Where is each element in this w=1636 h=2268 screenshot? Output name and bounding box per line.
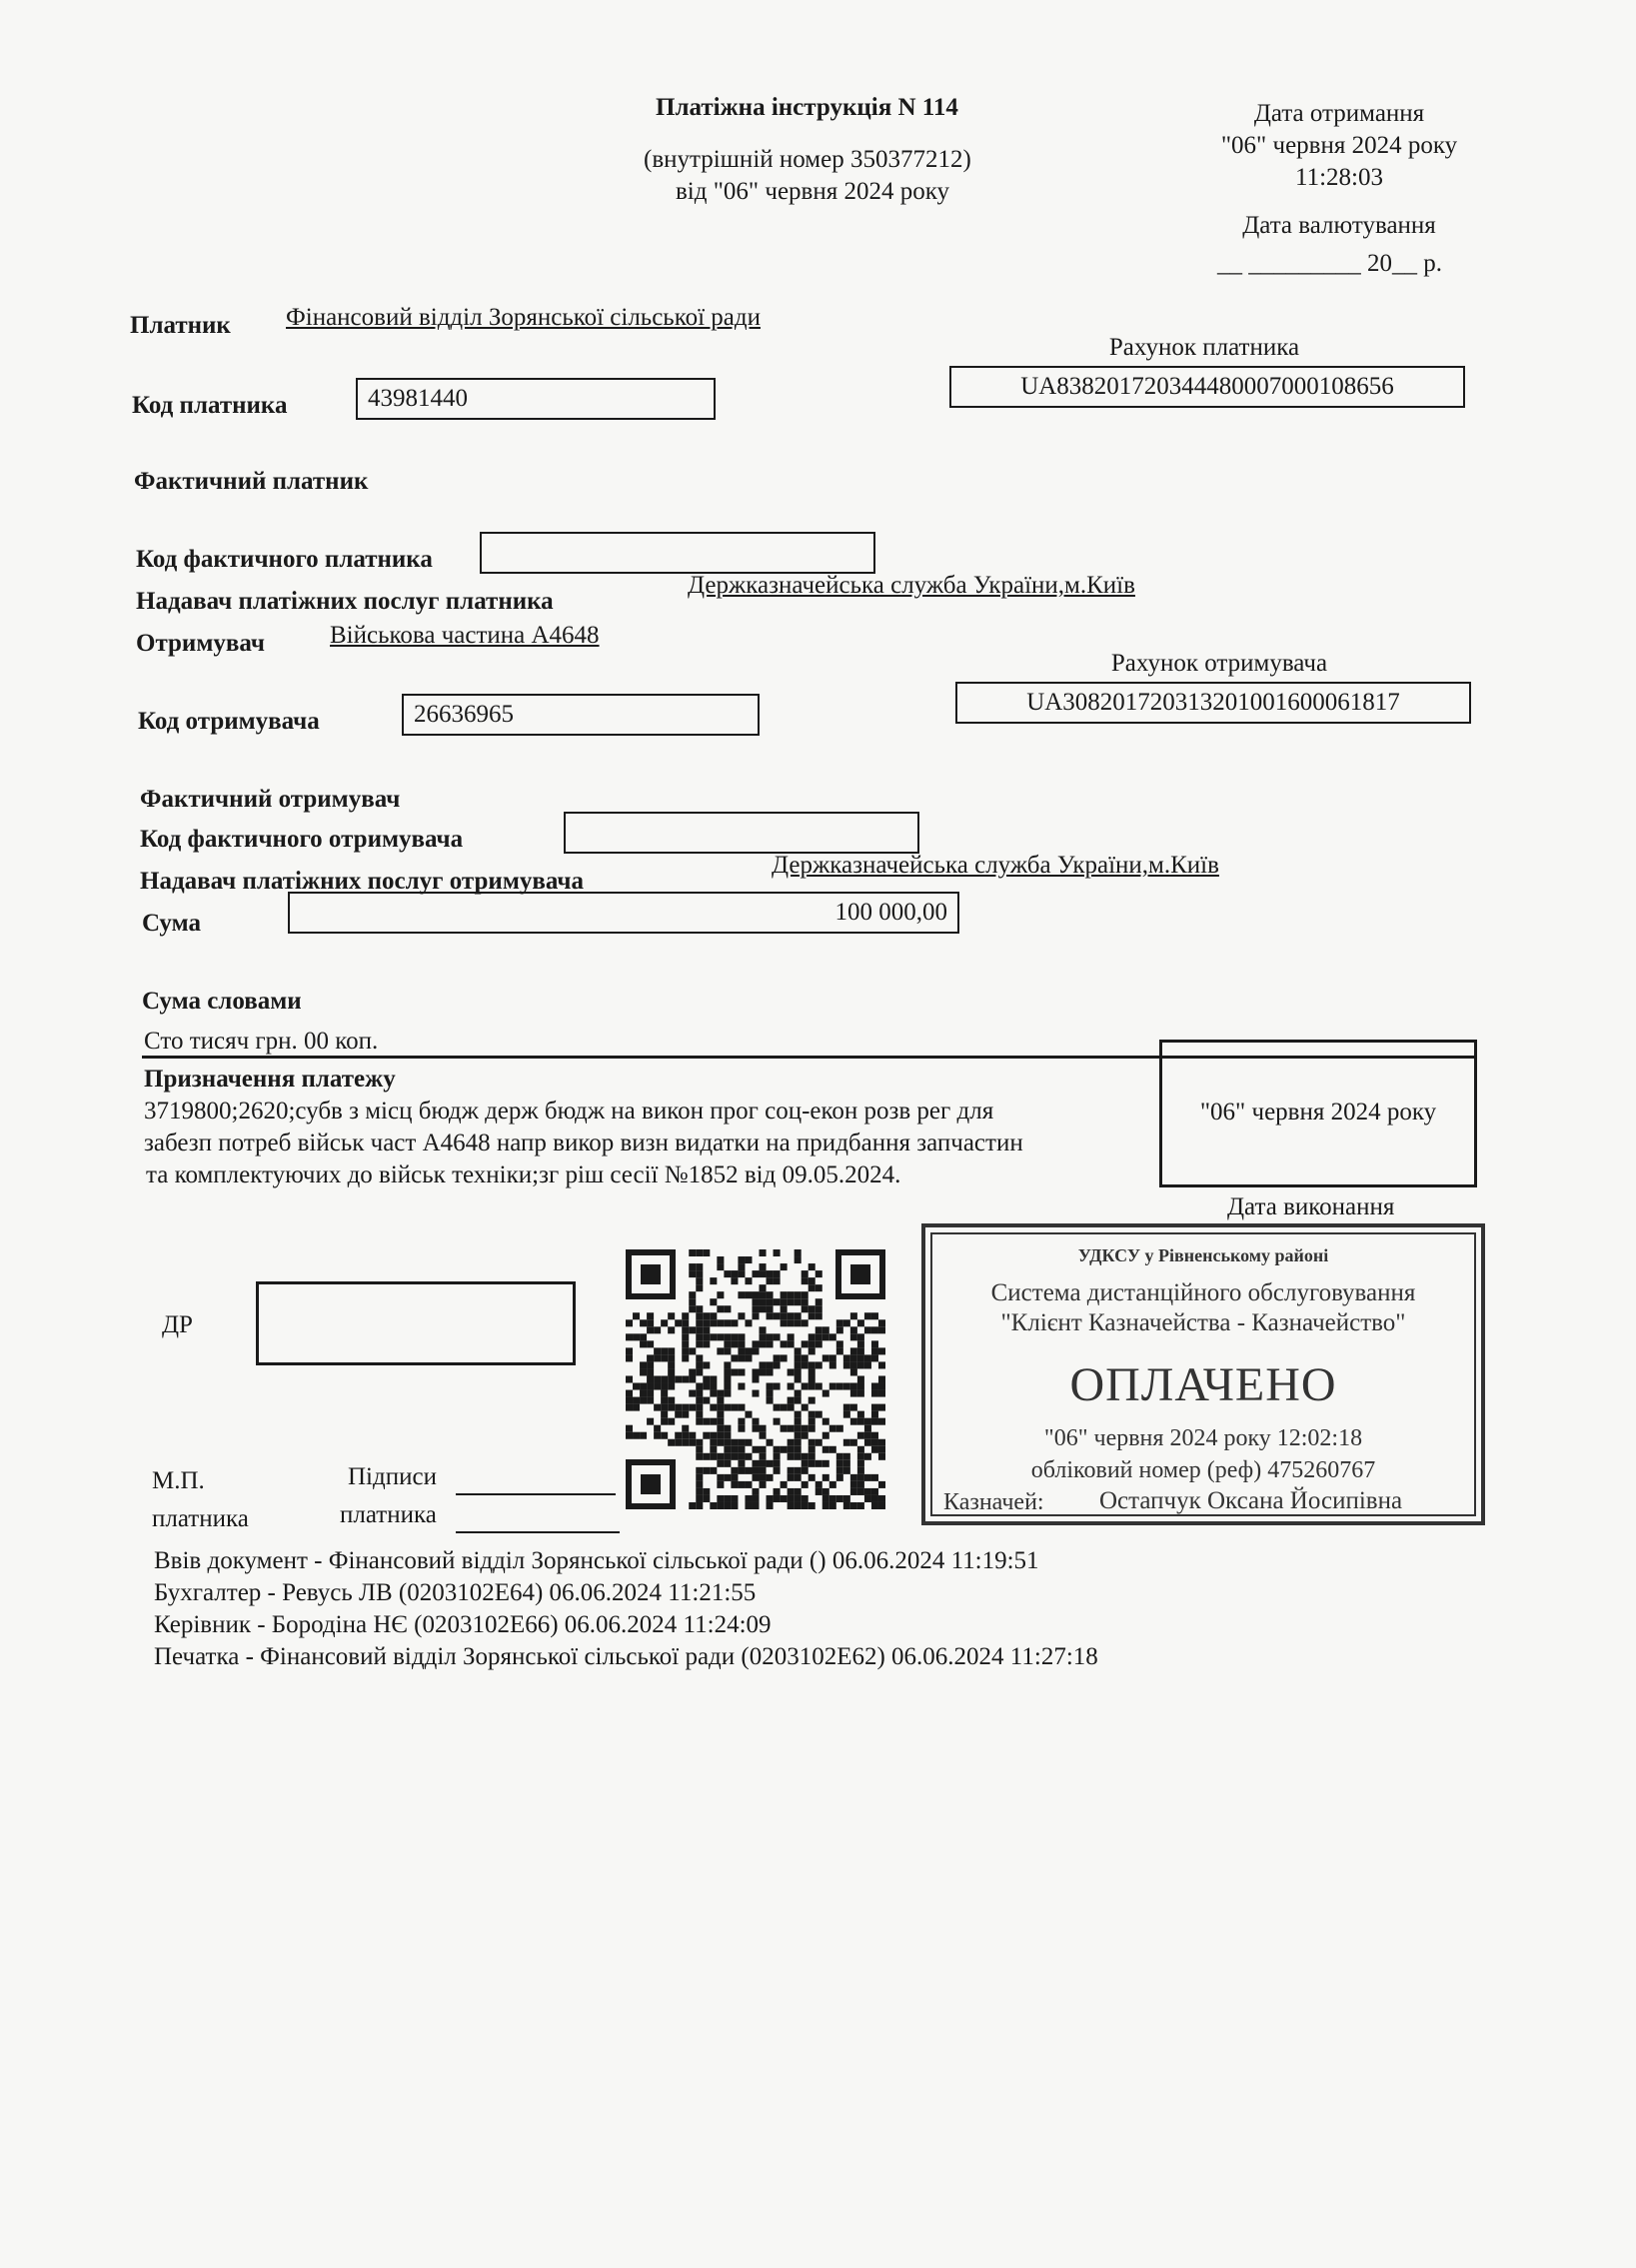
actual-payer-code-field	[480, 532, 875, 574]
stamp-treasurer-name: Остапчук Оксана Йосипівна	[1099, 1487, 1403, 1514]
received-date: "06" червня 2024 року	[1220, 132, 1458, 159]
stamp-datetime: "06" червня 2024 року 12:02:18	[1043, 1425, 1363, 1451]
execution-date-label: Дата виконання	[1227, 1193, 1395, 1220]
purpose-label: Призначення платежу	[144, 1066, 396, 1093]
stamp-header: УДКСУ у Рівненському районі	[1077, 1245, 1329, 1265]
amount-words-label: Сума словами	[142, 988, 302, 1015]
actual-recipient-label: Фактичний отримувач	[140, 786, 401, 813]
valuation-label: Дата валютування	[1242, 212, 1436, 239]
purpose-line-3: та комплектуючих до військ техніки;зг ріш сесії №1852 від 09.05.2024.	[146, 1161, 901, 1188]
recipient-label: Отримувач	[136, 630, 265, 657]
log-entry: Бухгалтер - Ревусь ЛВ (0203102Е64) 06.06.2024 11:21:55	[154, 1579, 757, 1606]
signature-line-2	[456, 1531, 620, 1533]
payer-code-label: Код платника	[132, 392, 288, 419]
amount-label: Сума	[142, 910, 201, 937]
log-entry: Ввів документ - Фінансовий відділ Зорянської сільської ради () 06.06.2024 11:19:51	[154, 1547, 1039, 1574]
log-entry: Печатка - Фінансовий відділ Зорянської сільської ради (0203102Е62) 06.06.2024 11:27:18	[154, 1643, 1098, 1670]
signature-line-1	[456, 1493, 616, 1495]
recipient-code-label: Код отримувача	[138, 708, 320, 735]
received-time: 11:28:03	[1295, 164, 1383, 191]
payer-label: Платник	[130, 312, 231, 339]
actual-payer-label: Фактичний платник	[134, 468, 369, 495]
recipient-code-field: 26636965	[402, 694, 760, 736]
recipient-account-field: UA308201720313201001600061817	[955, 682, 1471, 724]
recipient-provider-value: Держказначейська служба України,м.Київ	[772, 852, 1219, 879]
payer-provider-value: Держказначейська служба України,м.Київ	[688, 572, 1135, 599]
signatures-label: Підписи	[348, 1463, 437, 1490]
mp-payer-label: платника	[152, 1505, 249, 1532]
actual-recipient-code-label: Код фактичного отримувача	[140, 826, 464, 853]
recipient-name: Військова частина А4648	[330, 622, 600, 649]
execution-date: "06" червня 2024 року	[1199, 1099, 1437, 1126]
document-date: від "06" червня 2024 року	[676, 178, 950, 205]
amount-field: 100 000,00	[288, 892, 959, 934]
recipient-provider-label: Надавач платіжних послуг отримувача	[140, 868, 584, 895]
dr-label: ДР	[162, 1311, 193, 1338]
payer-provider-label: Надавач платіжних послуг платника	[136, 588, 554, 615]
signatures-payer-label: платника	[340, 1501, 437, 1528]
amount-words: Сто тисяч грн. 00 коп.	[144, 1028, 379, 1055]
payer-code-field: 43981440	[356, 378, 716, 420]
payer-account-label: Рахунок платника	[1108, 334, 1300, 361]
dr-field	[256, 1281, 576, 1365]
log-entry: Керівник - Бородіна НЄ (0203102Е66) 06.06.2024 11:24:09	[154, 1611, 772, 1638]
stamp-status: ОПЛАЧЕНО	[1069, 1358, 1337, 1411]
actual-payer-code-label: Код фактичного платника	[136, 546, 433, 573]
purpose-line-2: забезп потреб військ част А4648 напр викор визн видатки на придбання запчастин	[144, 1130, 1023, 1156]
paid-stamp	[921, 1223, 1485, 1525]
payer-account-field: UA838201720344480007000108656	[949, 366, 1465, 408]
stamp-treasurer-label: Казначей:	[943, 1489, 1044, 1515]
payer-name: Фінансовий відділ Зорянської сільської ради	[286, 304, 761, 331]
execution-date-box	[1159, 1040, 1477, 1187]
qr-code-icon	[626, 1249, 885, 1509]
valuation-blank: __ _________ 20__ р.	[1217, 250, 1442, 277]
actual-recipient-code-field	[564, 812, 919, 854]
stamp-ref: обліковий номер (реф) 475260767	[1030, 1457, 1376, 1483]
received-label: Дата отримання	[1253, 100, 1425, 127]
stamp-system-line-1: Система дистанційного обслуговування	[990, 1279, 1416, 1306]
internal-number: (внутрішній номер 350377212)	[644, 146, 971, 173]
recipient-account-label: Рахунок отримувача	[1110, 650, 1328, 677]
purpose-line-1: 3719800;2620;субв з місц бюдж держ бюдж на викон прог соц-екон розв рег для	[144, 1098, 994, 1125]
stamp-system-line-2: "Клієнт Казначейства - Казначейство"	[1000, 1309, 1406, 1336]
document-title: Платіжна інструкція N 114	[656, 94, 958, 121]
mp-label: М.П.	[152, 1467, 205, 1494]
